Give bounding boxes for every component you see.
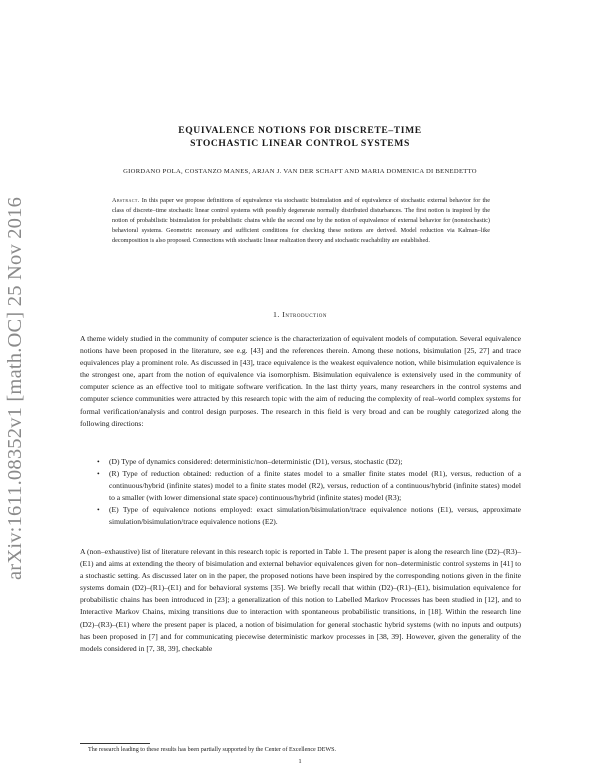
arxiv-identifier: arXiv:1611.08352v1 [math.OC] 25 Nov 2016 (4, 196, 26, 580)
abstract (112, 196, 490, 246)
abstract-text: In this paper we propose definitions of equivalence via stochastic bisimulation and of equivalence of stochastic external behavior for the class of discrete–time stochastic linear control systems with possibly degenerate normally distributed disturbances. The first notion is inspired by the notion of probabilistic bisimulation for probabilistic chains while the second one by the notion of equivalence of external behavior for (nonstochastic) behavioral systems. Geometric necessary and sufficient conditions for checking these notions are derived. Model reduction via Kalman–like decomposition is also proposed. Connections with stochastic linear realization theory and stochastic reachability are established. (112, 197, 491, 244)
list-item (97, 456, 521, 468)
list-item (97, 504, 521, 528)
author-list: GIORDANO POLA, COSTANZO MANES, ARJAN J. VAN DER SCHAFT AND MARIA DOMENICA DI BENEDETTO (123, 168, 477, 175)
paper-title (80, 124, 520, 150)
list-item (97, 468, 521, 504)
footnote-divider (80, 743, 150, 744)
abstract-label: Abstract. (112, 197, 140, 204)
title-line-1: EQUIVALENCE NOTIONS FOR DISCRETE–TIME (178, 125, 422, 136)
bullet-icon: • (97, 505, 100, 515)
page-number: 1 (298, 758, 302, 765)
intro-paragraph-2: A (non–exhaustive) list of literature relevant in this research topic is reported in Table 1. The present paper is along the research line (D2)–(R3)–(E1) and aims at extending the theory of bisimulation and external behavior equivalences given for non–deterministic control systems in [41] to a stochastic setting. As discussed later on in the paper, the proposed notions have been inspired by the corresponding notions given in the finite systems domain (D2)–(R1)–(E1) and for behavioral systems [35]. We briefly recall that within (D2)–(R1)–(E1), bisimulation equivalence for probabilistic chains has been introduced in [23]; a generalization of this notion to Labelled Markov Processes has been studied in [12], and to Interactive Markov Chains, mixing transitions due to interaction with spontaneous probabilistic transitions, in [18]. Within the research line (D2)–(R3)–(E1) where the present paper is placed, a notion of bisimulation for general stochastic hybrid systems (with no inputs and outputs) has been proposed in [7] and for communicating piecewise deterministic markov processes in [38, 39]. However, given the generality of the models considered in [7, 38, 39], checkable (80, 547, 521, 653)
intro-paragraph-1: A theme widely studied in the community of computer science is the characterization of equivalent models of computation. Several equivalence notions have been proposed in the literature, see e.g. [43] and the references therein. Among these notions, bisimulation [25, 27] and trace equivalences play a prominent role. As discussed in [43], trace equivalence is the weakest equivalence notion, while bisimulation equivalence is the strongest one, apart from the notion of equivalence via isomorphism. Bisimulation equivalence is extensively used in the community of computer science as an effective tool to mitigate software verification. In the last thirty years, many researchers in the control systems and computer science communities were attracted by this research topic with the aim of reducing the complexity of real–world complex systems for formal verification/analysis and control design purposes. The research in this field is very broad and can be roughly categorized along the following directions: (80, 334, 521, 428)
footnote: The research leading to these results has been partially supported by the Center of Excellence DEWS. (88, 747, 337, 753)
section-heading-introduction: 1. Introduction (272, 310, 327, 319)
list-item-text: (R) Type of reduction obtained: reduction of a finite states model to a smaller finite states model (R1), versus, reduction of a continuous/hybrid (infinite states) model to a finite states model (R2), versus, reduction of a continuous/hybrid (infinite states) model to a smaller (with lower dimensional state space) continuous/hybrid (infinite states) model (R3); (109, 469, 521, 503)
list-item-text: (D) Type of dynamics considered: deterministic/non–deterministic (D1), versus, stochastic (D2); (109, 457, 403, 466)
list-item-text: (E) Type of equivalence notions employed: exact simulation/bisimulation/trace equivalence notions (E1), versus, approximate simulation/bisimulation/trace equivalence notions (E2). (109, 505, 521, 527)
bullet-icon: • (97, 457, 100, 466)
title-line-2: STOCHASTIC LINEAR CONTROL SYSTEMS (190, 138, 410, 149)
directions-list (97, 456, 521, 529)
bullet-icon: • (97, 469, 100, 479)
